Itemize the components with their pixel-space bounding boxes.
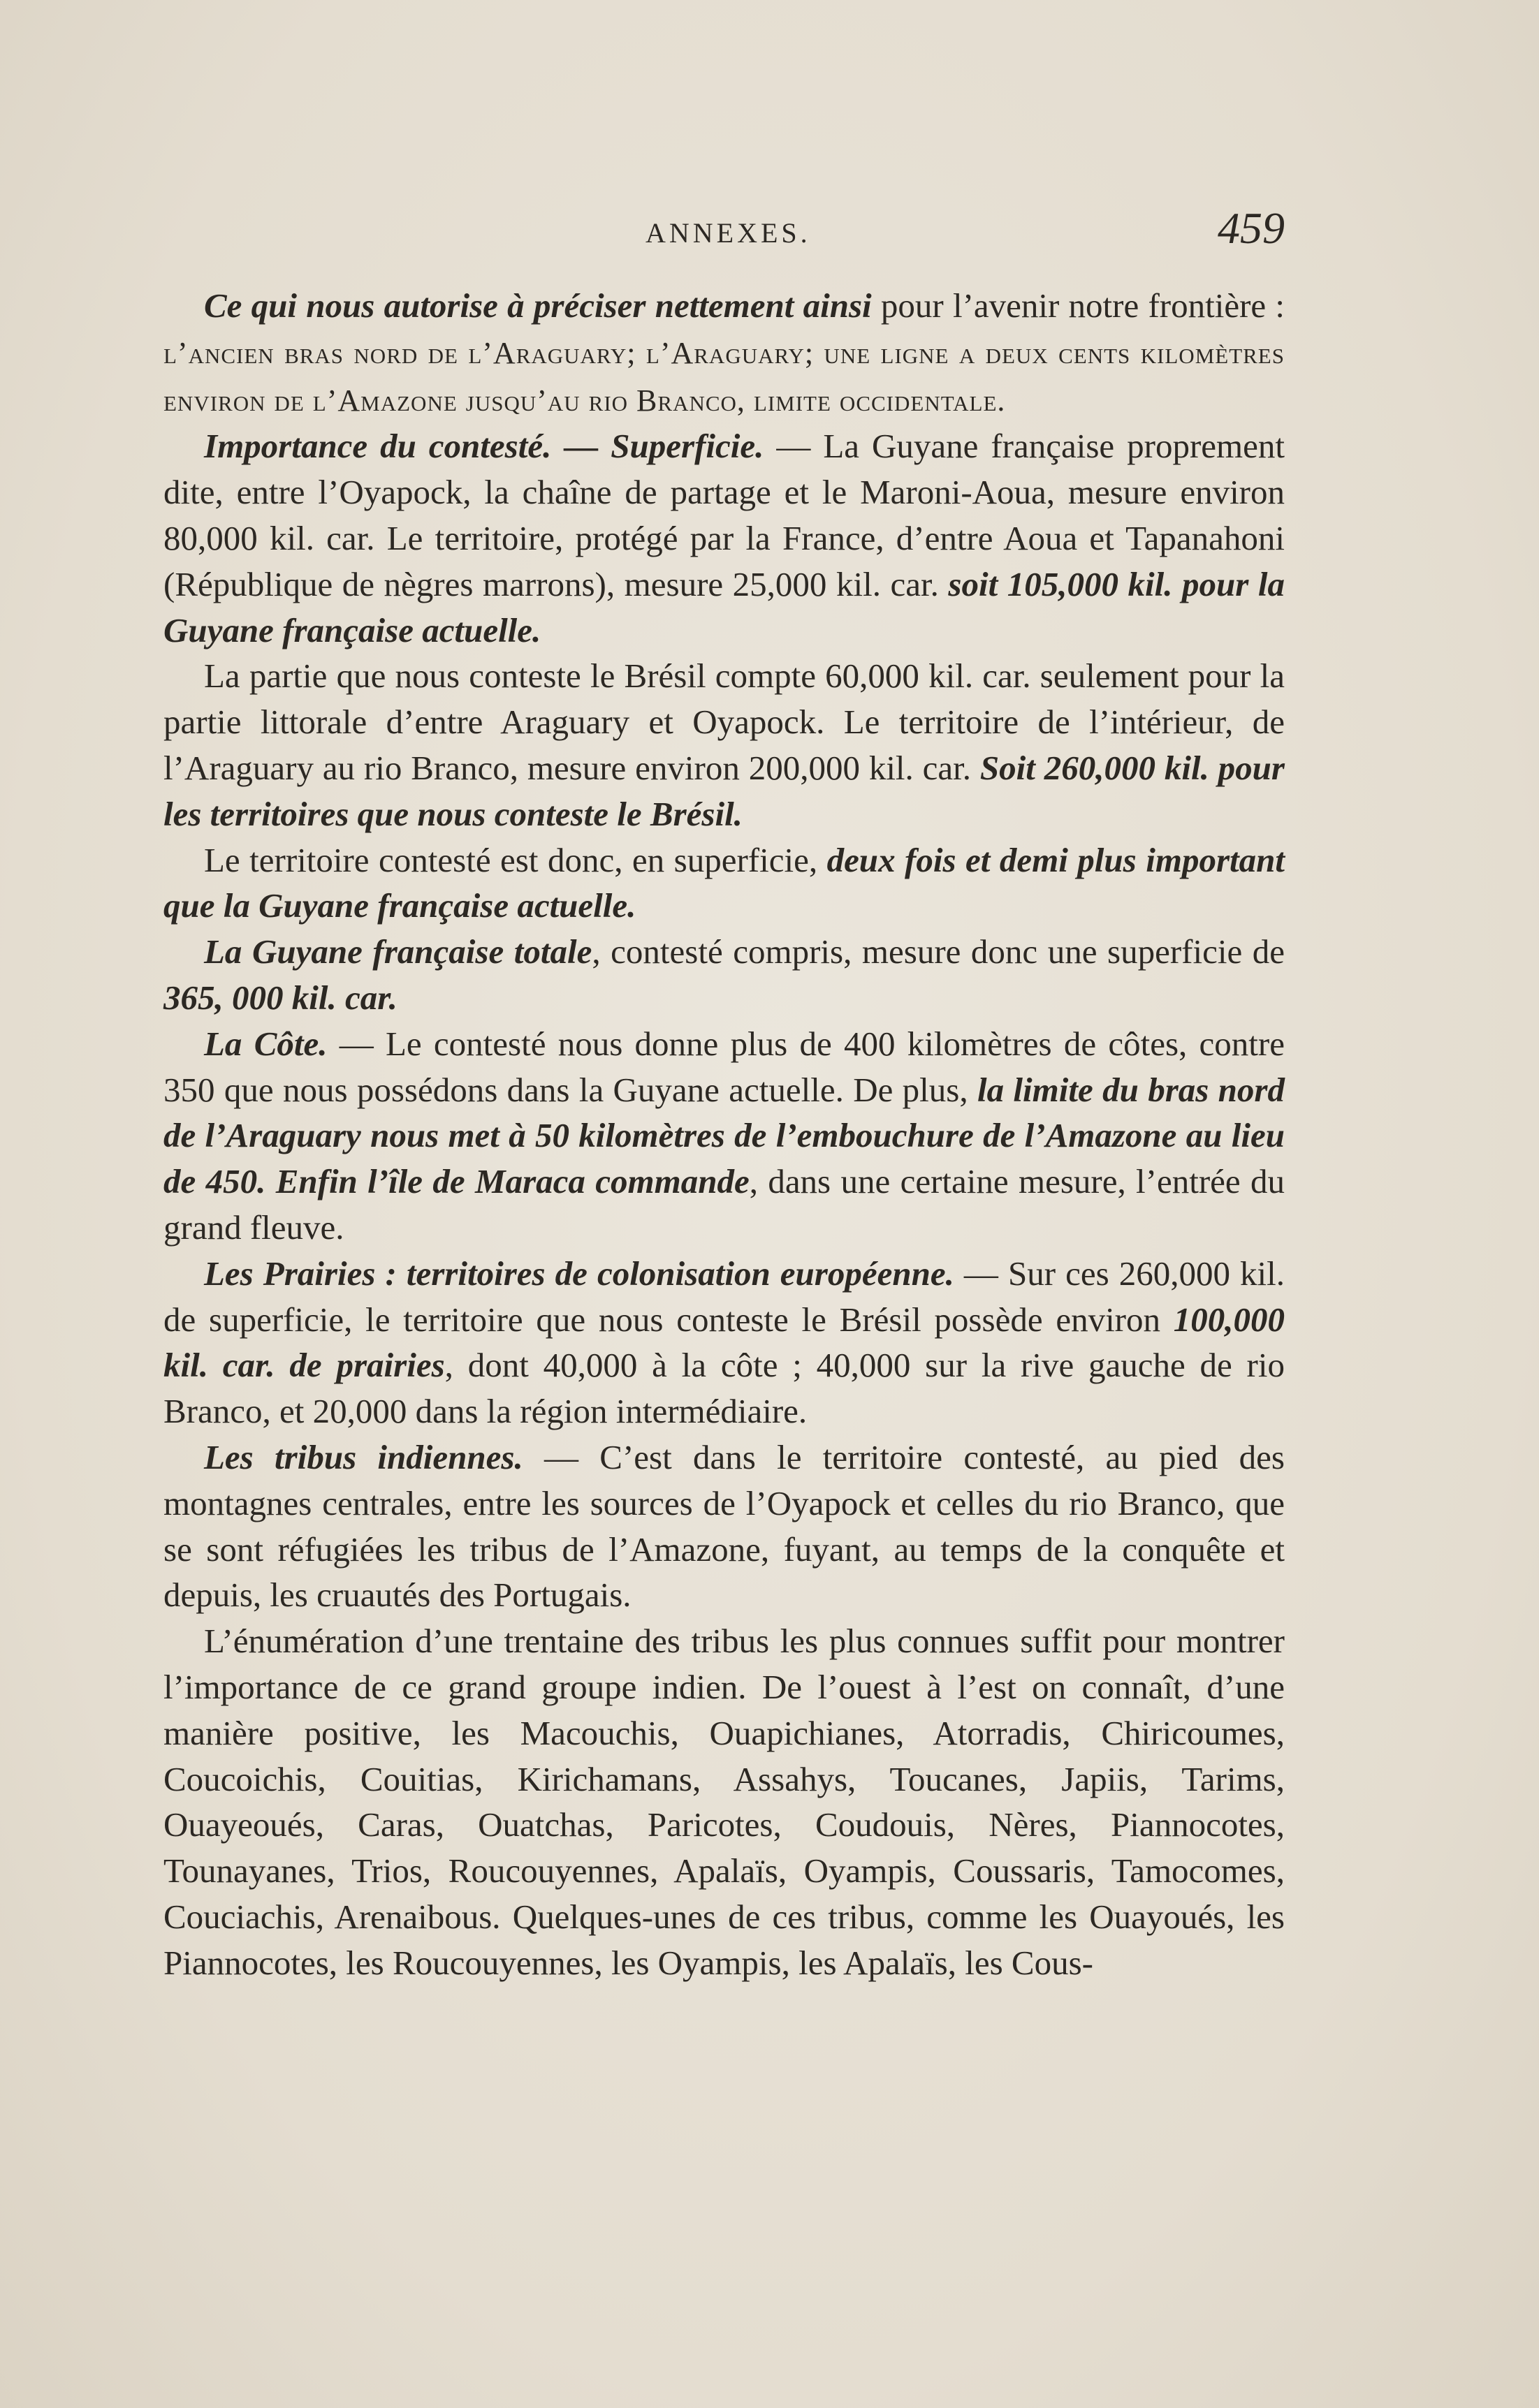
page-body <box>163 283 1285 1985</box>
page-header <box>163 203 1285 265</box>
emphasis: 100,000 kil. car. de prairies <box>163 1300 1285 1385</box>
emphasis: 365, 000 kil. car. <box>163 978 397 1017</box>
text: Le territoire contesté est donc, en superficie, <box>204 840 827 879</box>
text: , dont 40,000 à la côte ; 40,000 sur la rive gauche de rio Branco, et 20,000 dans la région intermédiaire. <box>163 1346 1285 1431</box>
text: — Le contesté nous donne plus de 400 kilomètres de côtes, contre 350 que nous possédons dans la Guyane actuelle. De plus, <box>163 1024 1285 1109</box>
text: — La Guyane française proprement dite, entre l’Oyapock, la chaîne de partage et le Maroni-Aoua, mesure environ 80,000 kil. car. Le territoire, protégé par la France, d’entre Aoua et Tapanahoni (République de nègres marrons), mesure 25,000 kil. car. <box>163 427 1285 603</box>
paragraph-guyane-totale <box>163 929 1285 1021</box>
text: , dans une certaine mesure, l’entrée du grand fleuve. <box>163 1162 1285 1247</box>
small-caps-text: l’ancien bras nord de l’Araguary; l’Araguary; une ligne a deux cents kilomètres environ de l’Amazone jusqu’au rio Branco, limite occidentale. <box>163 335 1285 418</box>
paragraph-la-cote <box>163 1021 1285 1251</box>
paragraph-tribus <box>163 1434 1285 1618</box>
emphasis: la limite du bras nord de l’Araguary nous met à 50 kilomètres de l’embouchure de l’Amazone au lieu de 450. Enfin l’île de Maraca commande <box>163 1070 1285 1201</box>
text: — C’est dans le territoire contesté, au pied des montagnes centrales, entre les sources de l’Oyapock et celles du rio Branco, que se sont réfugiées les tribus de l’Amazone, fuyant, au temps de la conquête et depuis, les cruautés des Portugais. <box>163 1437 1285 1615</box>
paragraph-enumeration <box>163 1618 1285 1985</box>
paragraph-superficie <box>163 423 1285 653</box>
paragraph-prairies <box>163 1251 1285 1434</box>
emphasis: La Guyane française totale <box>204 932 592 971</box>
running-head: ANNEXES. <box>645 217 811 249</box>
text: pour l’avenir notre frontière : <box>871 286 1285 325</box>
page-number: 459 <box>1218 203 1285 253</box>
paragraph-frontier <box>163 283 1285 423</box>
text: La partie que nous conteste le Brésil compte 60,000 kil. car. seulement pour la partie littorale d’entre Araguary et Oyapock. Le territoire de l’intérieur, de l’Araguary au rio Branco, mesure environ 200,000 kil. car. <box>163 656 1285 787</box>
text: L’énumération d’une trentaine des tribus les plus connues suffit pour montrer l’importance de ce grand groupe indien. De l’ouest à l’est on connaît, d’une manière positive, les Macouchis, Ouapichianes, Atorradis, Chiricoumes, Coucoichis, Couitias, Kirichamans, Assahys, Toucanes, Japiis, Tarims, Ouayeoués, Caras, Ouatchas, Paricotes, Coudouis, Nères, Piannocotes, Tounayanes, Trios, Roucouyennes, Apalaïs, Oyampis, Coussaris, Tamocomes, Couciachis, Arenaibous. Quelques-unes de ces tribus, comme les Ouayoués, les Piannocotes, les Roucouyennes, les Oyampis, les Apalaïs, les Cous- <box>163 1622 1285 1982</box>
paragraph-partie-bresil <box>163 653 1285 837</box>
emphasis: Soit 260,000 kil. pour les territoires que nous conteste le Brésil. <box>163 748 1285 833</box>
text: — Sur ces 260,000 kil. de superficie, le territoire que nous conteste le Brésil possède environ <box>163 1254 1285 1339</box>
emphasis: soit 105,000 kil. pour la Guyane française actuelle. <box>163 564 1285 649</box>
paragraph-deux-fois <box>163 837 1285 930</box>
emphasis: deux fois et demi plus important que la Guyane française actuelle. <box>163 840 1285 925</box>
emphasis: Importance du contesté. — Superficie. <box>204 427 764 466</box>
text: , contesté compris, mesure donc une superficie de <box>592 932 1285 971</box>
emphasis: Ce qui nous autorise à préciser nettement ainsi <box>204 286 872 325</box>
emphasis: La Côte. <box>204 1024 328 1063</box>
emphasis: Les tribus indiennes. <box>204 1437 523 1476</box>
emphasis: Les Prairies : territoires de colonisation européenne. <box>204 1254 954 1293</box>
